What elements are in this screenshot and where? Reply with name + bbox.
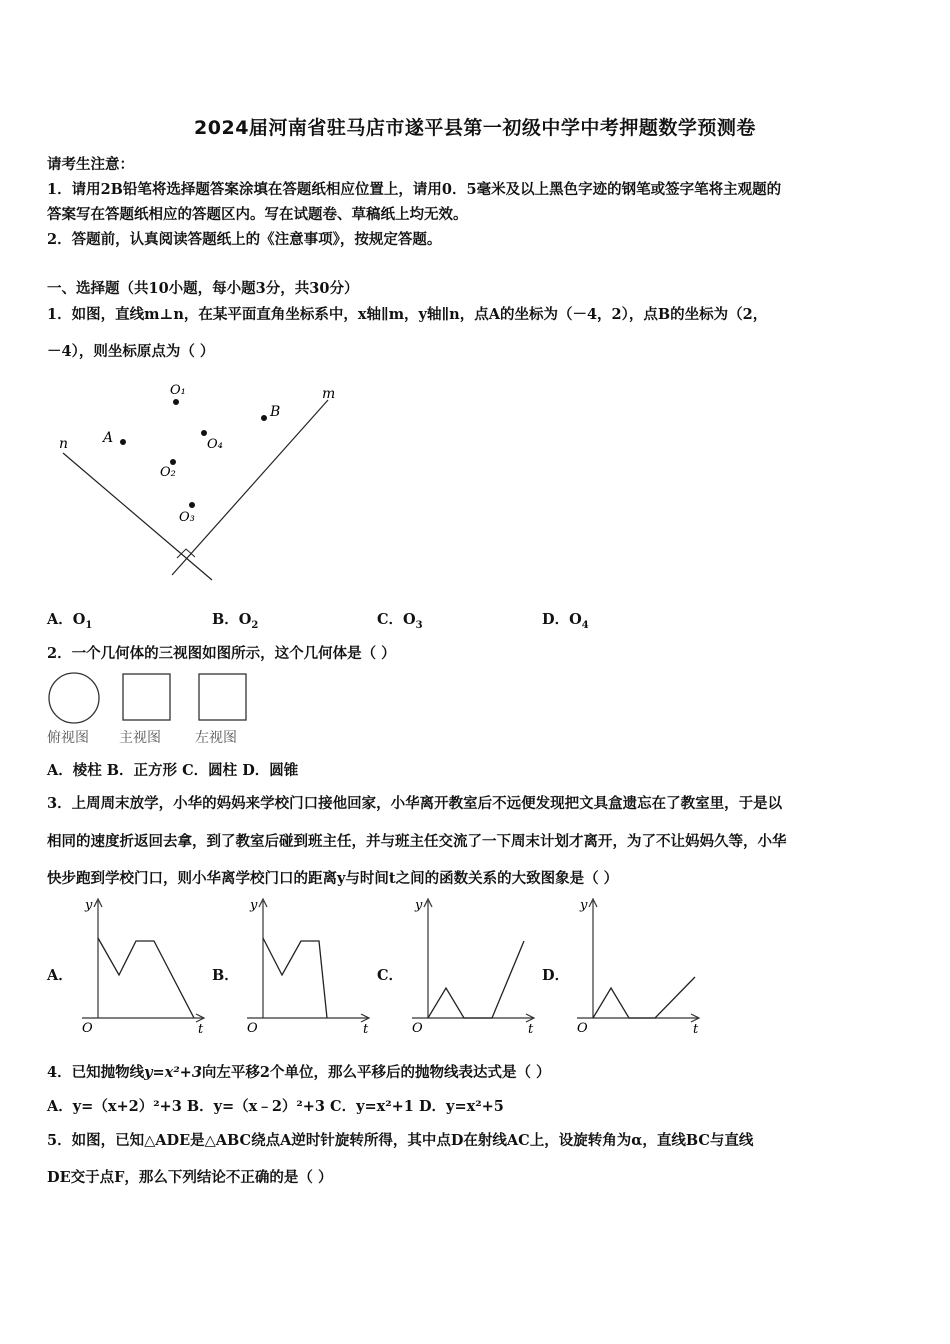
q3-label-c: C． <box>377 967 404 984</box>
label-b: B <box>270 404 281 420</box>
q3-stem-line-3: 快步跑到学校门口，则小华离学校门口的距离y与时间t之间的函数关系的大致图象是（ ） <box>47 870 619 887</box>
svg-text:t: t <box>198 1022 204 1035</box>
q3-graph-b <box>237 893 377 1035</box>
view-label-side: 左视图 <box>195 730 237 746</box>
q4-stem: 4．已知抛物线y=x²+3向左平移2个单位，那么平移后的抛物线表达式是（ ） <box>47 1064 551 1081</box>
q3-label-d: D． <box>542 967 570 984</box>
q5-stem-line-1: 5．如图，已知△ADE是△ABC绕点A逆时针旋转所得，其中点D在射线AC上，设旋转角为α，直线BC与直线 <box>47 1132 754 1149</box>
svg-text:O: O <box>82 1021 93 1035</box>
q4-options: A．y=（x+2）²+3 B．y=（x﹣2）²+3 C．y=x²+1 D．y=x²+5 <box>47 1098 504 1115</box>
notice-heading: 请考生注意： <box>47 156 134 173</box>
q3-graph-d <box>567 893 707 1035</box>
label-o2: O₂ <box>160 465 176 480</box>
svg-text:O: O <box>412 1021 423 1035</box>
graph-c-curve <box>428 941 524 1018</box>
point-o4 <box>201 430 207 436</box>
q2-options: A．棱柱 B．正方形 C．圆柱 D．圆锥 <box>47 762 299 779</box>
q1-stem-line-1: 1．如图，直线m⊥n，在某平面直角坐标系中，x轴∥m，y轴∥n，点A的坐标为（－4，2），点B的坐标为（2， <box>47 306 768 323</box>
right-angle-mark <box>177 549 195 558</box>
label-o3: O₃ <box>179 510 195 525</box>
svg-text:y: y <box>85 898 93 913</box>
q3-graph-c <box>402 893 542 1035</box>
label-n: n <box>59 436 69 452</box>
label-o4: O₄ <box>207 437 223 452</box>
line-m <box>172 400 328 575</box>
svg-text:y: y <box>415 898 423 913</box>
svg-text:t: t <box>528 1022 534 1035</box>
svg-text:t: t <box>693 1022 699 1035</box>
q3-label-b: B． <box>212 967 239 984</box>
svg-text:O: O <box>247 1021 258 1035</box>
q1-stem-line-2: －4），则坐标原点为（ ） <box>47 343 215 360</box>
graph-b-curve <box>263 938 327 1018</box>
q1-option-a: A．$O_1$ <box>47 611 93 631</box>
view-label-front: 主视图 <box>119 730 161 746</box>
label-o1: O₁ <box>170 383 186 398</box>
label-m: m <box>322 386 336 402</box>
svg-text:t: t <box>363 1022 369 1035</box>
page-title: 2024届河南省驻马店市遂平县第一初级中学中考押题数学预测卷 <box>194 117 756 139</box>
svg-text:O: O <box>577 1021 588 1035</box>
graph-d-curve <box>593 977 695 1018</box>
point-b <box>261 415 267 421</box>
point-o3 <box>189 502 195 508</box>
point-a <box>120 439 126 445</box>
svg-text:y: y <box>250 898 258 913</box>
q5-stem-line-2: DE交于点F，那么下列结论不正确的是（ ） <box>47 1169 333 1186</box>
q1-option-b: B．$O_2$ <box>212 611 259 631</box>
q1-option-d: D．$O_4$ <box>542 611 589 631</box>
notice-line-1a: 1．请用2B铅笔将选择题答案涂填在答题纸相应位置上，请用0．5毫米及以上黑色字迹的钢笔或签字笔将主观题的 <box>47 181 782 198</box>
q3-stem-line-2: 相同的速度折返回去拿，到了教室后碰到班主任，并与班主任交流了一下周末计划才离开，为了不让妈妈久等，小华 <box>47 833 787 850</box>
notice-line-1b: 答案写在答题纸相应的答题区内。写在试题卷、草稿纸上均无效。 <box>47 206 468 223</box>
q2-stem: 2．一个几何体的三视图如图所示，这个几何体是（ ） <box>47 645 396 662</box>
graph-a-curve <box>98 938 194 1018</box>
q1-figure <box>45 378 355 588</box>
section-heading: 一、选择题（共10小题，每小题3分，共30分） <box>47 280 359 297</box>
svg-text:y: y <box>580 898 588 913</box>
q3-label-a: A． <box>47 967 73 984</box>
top-view-circle <box>49 673 99 723</box>
q3-graph-a <box>72 893 212 1035</box>
point-o1 <box>173 399 179 405</box>
label-a: A <box>103 430 114 446</box>
front-view-square <box>123 674 170 720</box>
side-view-square <box>199 674 246 720</box>
q2-three-views <box>45 670 255 728</box>
view-label-top: 俯视图 <box>47 730 89 746</box>
q1-option-c: C．$O_3$ <box>377 611 423 631</box>
notice-line-2: 2．答题前，认真阅读答题纸上的《注意事项》，按规定答题。 <box>47 231 442 248</box>
q3-stem-line-1: 3．上周周末放学，小华的妈妈来学校门口接他回家，小华离开教室后不远便发现把文具盒遗忘在了教室里，于是以 <box>47 795 783 812</box>
